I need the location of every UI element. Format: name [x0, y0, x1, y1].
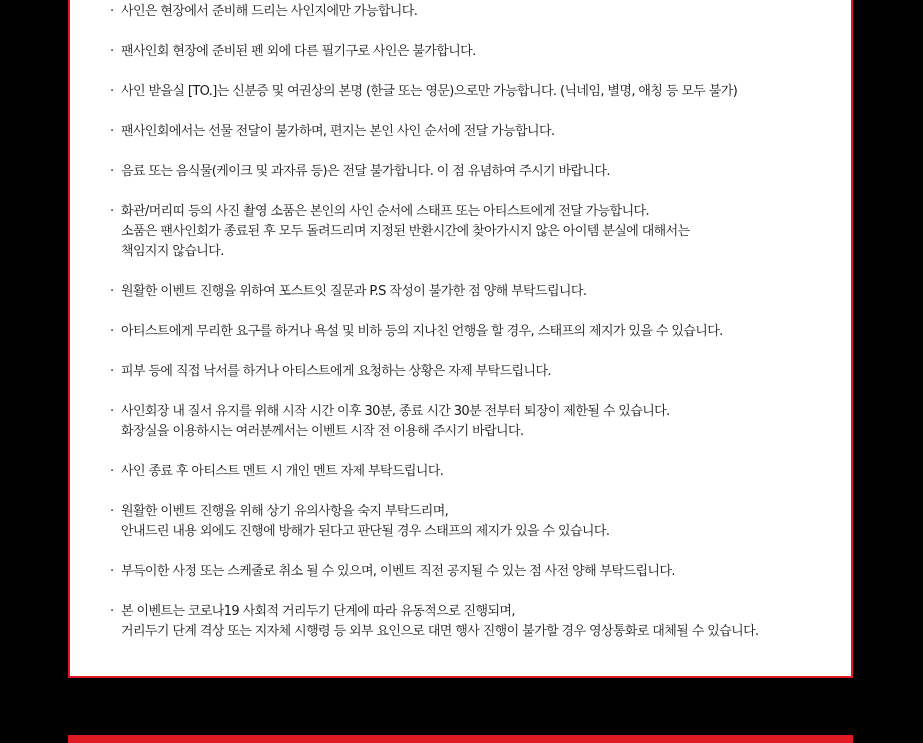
notice-item-text: [121, 282, 586, 302]
bullet-icon: ·: [110, 44, 114, 59]
notice-line: 사인은 현장에서 준비해 드리는 사인지에만 가능합니다.: [121, 4, 418, 19]
notice-line: 본 이벤트는 코로나19 사회적 거리두기 단계에 따라 유동적으로 진행되며,: [121, 604, 515, 619]
notice-panel: [68, 0, 853, 678]
notice-line: 피부 등에 직접 낙서를 하거나 아티스트에게 요청하는 상황은 자제 부탁드립니다.: [121, 364, 551, 379]
notice-item-text: [121, 122, 554, 142]
notice-item-text: [121, 42, 476, 62]
notice-item-text: [121, 202, 690, 262]
bullet-icon: ·: [110, 4, 114, 19]
notice-line: 사인 종료 후 아티스트 멘트 시 개인 멘트 자제 부탁드립니다.: [121, 464, 444, 479]
bullet-icon: ·: [110, 84, 114, 99]
notice-item-text: [121, 82, 737, 102]
notice-line: 원활한 이벤트 진행을 위하여 포스트잇 질문과 P.S 작성이 불가한 점 양해 부탁드립니다.: [121, 284, 587, 299]
notice-item-text: [121, 602, 759, 642]
bullet-icon: ·: [110, 604, 114, 619]
bullet-icon: ·: [110, 464, 114, 479]
notice-line: 거리두기 단계 격상 또는 지자체 시행령 등 외부 요인으로 대면 행사 진행이 불가할 경우 영상통화로 대체될 수 있습니다.: [121, 624, 759, 639]
notice-line: 사인 받을실 [TO.]는 신분증 및 여권상의 본명 (한글 또는 영문)으로만 가능합니다. (닉네임, 별명, 애칭 등 모두 불가): [121, 84, 738, 99]
notice-item-text: [121, 162, 610, 182]
bullet-icon: ·: [110, 504, 114, 519]
bottom-red-bar: [68, 735, 853, 743]
notice-line: 원활한 이벤트 진행을 위해 상기 유의사항을 숙지 부탁드리며,: [121, 504, 449, 519]
notice-line: 책임지지 않습니다.: [121, 244, 224, 259]
bullet-icon: ·: [110, 364, 114, 379]
notice-line: 화장실을 이용하시는 여러분께서는 이벤트 시작 전 이용해 주시기 바랍니다.: [121, 424, 524, 439]
notice-line: 소품은 팬사인회가 종료된 후 모두 돌려드리며 지정된 반환시간에 찾아가시지 않은 아이템 분실에 대해서는: [121, 224, 690, 239]
notice-line: 안내드린 내용 외에도 진행에 방해가 된다고 판단될 경우 스태프의 제지가 있을 수 있습니다.: [121, 524, 610, 539]
notice-item-text: [121, 562, 675, 582]
notice-line: 사인회장 내 질서 유지를 위해 시작 시간 이후 30분, 종료 시간 30분 전부터 퇴장이 제한될 수 있습니다.: [121, 404, 670, 419]
notice-line: 팬사인회에서는 선물 전달이 불가하며, 편지는 본인 사인 순서에 전달 가능합니다.: [121, 124, 555, 139]
bullet-icon: ·: [110, 204, 114, 219]
notice-line: 팬사인회 현장에 준비된 펜 외에 다른 필기구로 사인은 불가합니다.: [121, 44, 476, 59]
notice-line: 부득이한 사정 또는 스케줄로 취소 될 수 있으며, 이벤트 직전 공지될 수 있는 점 사전 양해 부탁드립니다.: [121, 564, 675, 579]
notice-line: 음료 또는 음식물(케이크 및 과자류 등)은 전달 불가합니다. 이 점 유념하여 주시기 바랍니다.: [121, 164, 610, 179]
bullet-icon: ·: [110, 564, 114, 579]
notice-line: 아티스트에게 무리한 요구를 하거나 욕설 및 비하 등의 지나친 언행을 할 경우, 스태프의 제지가 있을 수 있습니다.: [121, 324, 723, 339]
notice-line: 화관/머리띠 등의 사진 촬영 소품은 본인의 사인 순서에 스태프 또는 아티스트에게 전달 가능합니다.: [121, 204, 650, 219]
bullet-icon: ·: [110, 164, 114, 179]
bullet-icon: ·: [110, 404, 114, 419]
notice-item-text: [121, 402, 670, 442]
notice-item-text: [121, 2, 417, 22]
bullet-icon: ·: [110, 124, 114, 139]
bullet-icon: ·: [110, 284, 114, 299]
notice-item-text: [121, 502, 609, 542]
notice-item-text: [121, 362, 551, 382]
notice-item-text: [121, 322, 723, 342]
bullet-icon: ·: [110, 324, 114, 339]
notice-item-text: [121, 462, 443, 482]
